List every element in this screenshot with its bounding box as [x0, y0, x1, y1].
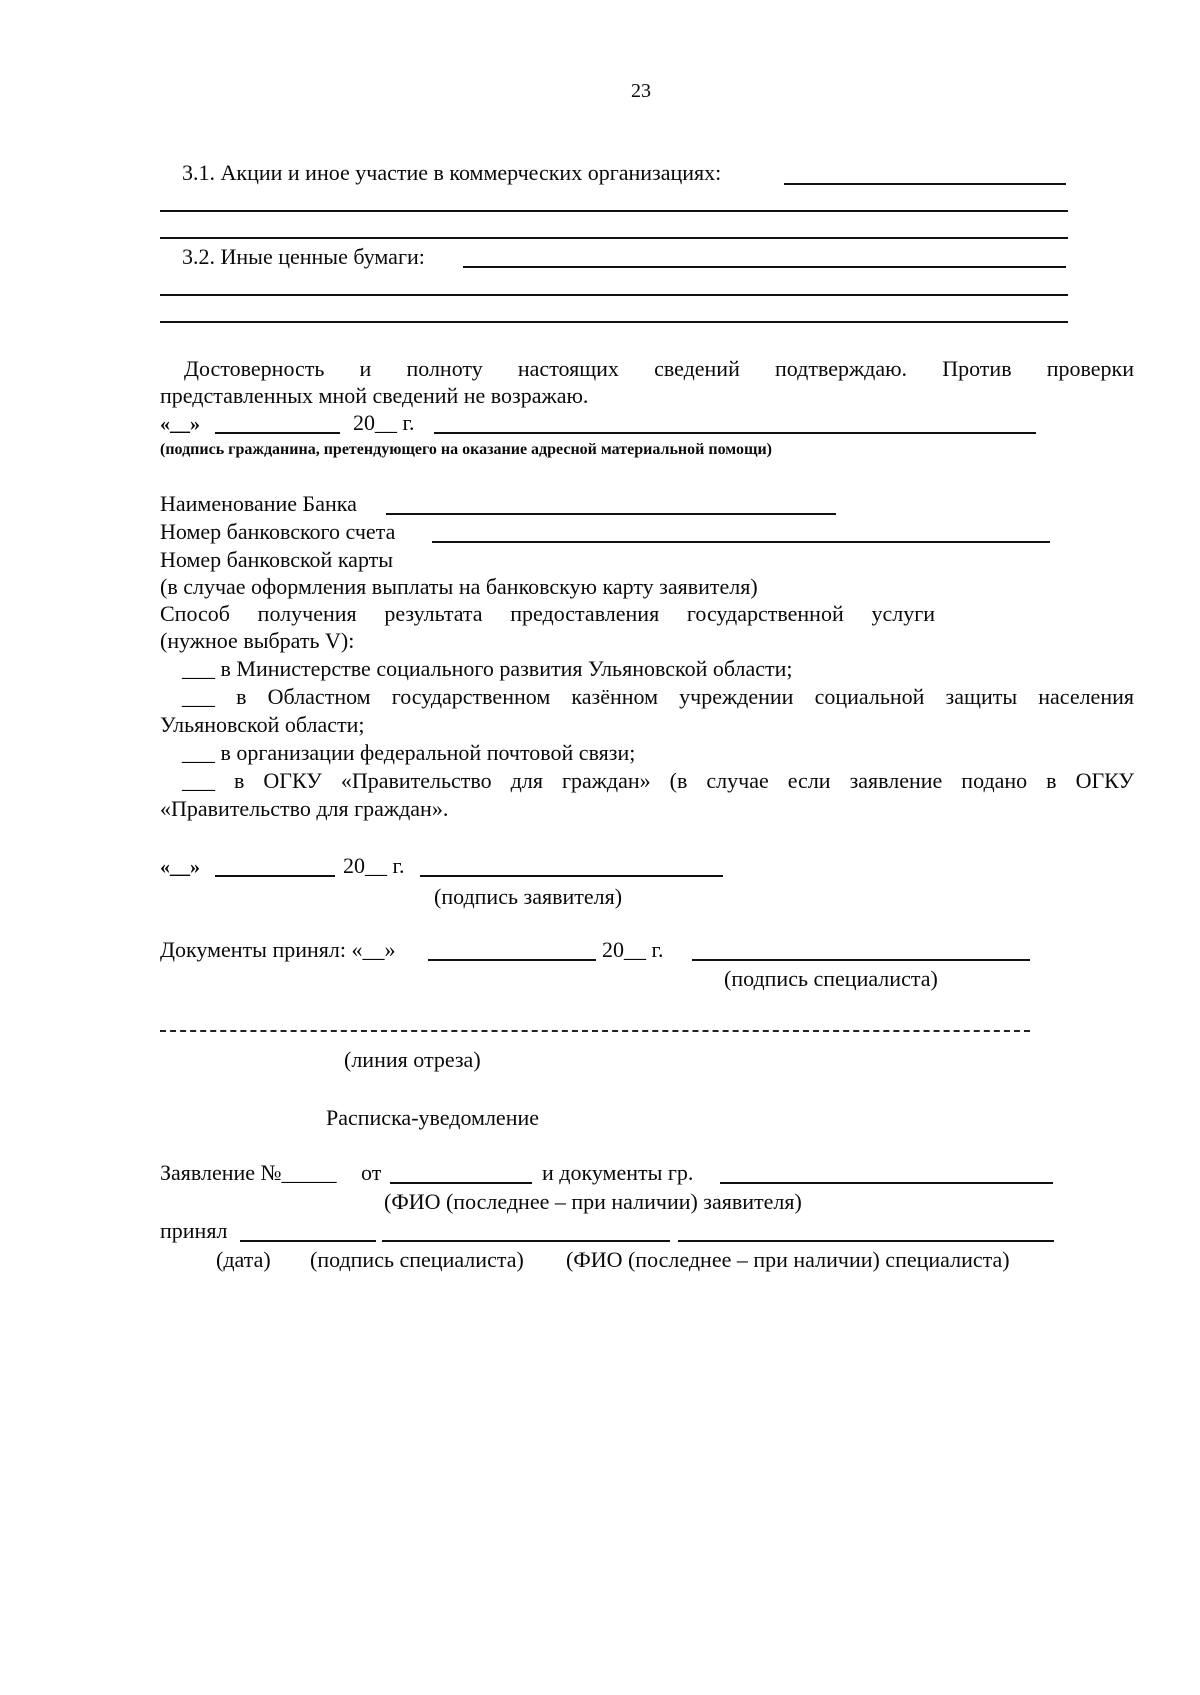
receipt-accepted-date-blank[interactable]: [240, 1240, 376, 1242]
cut-line: [160, 1030, 1030, 1032]
confirmation-month-blank[interactable]: [215, 432, 340, 434]
section-3-2-blank[interactable]: [463, 266, 1066, 268]
section-3-2-line-3[interactable]: [160, 321, 1068, 323]
section-3-2-line-2[interactable]: [160, 294, 1068, 296]
delivery-option-government[interactable]: ___ в ОГКУ «Правительство для граждан» (в случае если заявление подано в ОГКУ: [182, 768, 1134, 793]
accepted-caption: (подпись специалиста): [724, 966, 938, 991]
receipt-from-label: от: [361, 1160, 382, 1185]
receipt-date-blank[interactable]: [390, 1182, 532, 1184]
confirmation-signature-blank[interactable]: [434, 432, 1036, 434]
bank-account-blank[interactable]: [432, 541, 1050, 543]
accepted-year: 20__ г.: [602, 937, 664, 962]
accepted-label: Документы принял: «__»: [160, 937, 396, 962]
delivery-option-ogku-social-cont: Ульяновской области;: [160, 712, 365, 737]
receipt-docs-label: и документы гр.: [542, 1160, 694, 1185]
receipt-accepted-label: принял: [160, 1218, 228, 1243]
confirmation-line-2: представленных мной сведений не возражаю.: [160, 383, 589, 408]
section-3-1-line-2[interactable]: [160, 210, 1068, 212]
confirmation-date-open: «__»: [160, 413, 200, 435]
receipt-fio-caption: (ФИО (последнее – при наличии) заявителя): [384, 1189, 802, 1214]
page-number: 23: [631, 80, 651, 102]
applicant-date-open: «__»: [160, 856, 200, 878]
receipt-sign-caption: (подпись специалиста): [310, 1247, 524, 1272]
receipt-date-caption: (дата): [216, 1247, 271, 1272]
delivery-option-government-cont: «Правительство для граждан».: [160, 796, 449, 821]
receipt-spec-caption: (ФИО (последнее – при наличии) специалиста): [566, 1247, 1010, 1272]
receipt-title: Расписка-уведомление: [326, 1105, 540, 1130]
accepted-month-blank[interactable]: [428, 959, 596, 961]
bank-name-label: Наименование Банка: [160, 491, 357, 516]
receipt-app-label: Заявление №_____: [160, 1160, 337, 1185]
receipt-fio-blank[interactable]: [720, 1182, 1053, 1184]
applicant-year: 20__ г.: [343, 853, 405, 878]
receipt-accepted-fio-blank[interactable]: [678, 1240, 1054, 1242]
confirmation-line-1: Достоверность и полноту настоящих сведений подтверждаю. Против проверки: [184, 356, 1134, 381]
delivery-option-post[interactable]: ___ в организации федеральной почтовой связи;: [182, 740, 636, 765]
section-3-1-line-3[interactable]: [160, 237, 1068, 239]
confirmation-caption: (подпись гражданина, претендующего на оказание адресной материальной помощи): [160, 441, 773, 458]
cut-line-caption: (линия отреза): [344, 1047, 481, 1072]
section-3-1-label: 3.1. Акции и иное участие в коммерческих организациях:: [182, 160, 722, 185]
bank-card-label: Номер банковской карты: [160, 547, 394, 572]
delivery-option-ogku-social[interactable]: ___ в Областном государственном казённом учреждении социальной защиты населения: [182, 684, 1134, 709]
bank-account-label: Номер банковского счета: [160, 519, 396, 544]
delivery-hint: (нужное выбрать V):: [160, 628, 355, 653]
receipt-accepted-sign-blank[interactable]: [382, 1240, 670, 1242]
delivery-option-ministry[interactable]: ___ в Министерстве социального развития Ульяновской области;: [182, 656, 793, 681]
applicant-month-blank[interactable]: [215, 875, 335, 877]
bank-card-note: (в случае оформления выплаты на банковскую карту заявителя): [160, 574, 758, 599]
section-3-1-blank[interactable]: [784, 183, 1066, 185]
confirmation-year: 20__ г.: [353, 410, 415, 435]
delivery-heading: Способ получения результата предоставления государственной услуги: [160, 601, 935, 626]
accepted-signature-blank[interactable]: [692, 959, 1030, 961]
bank-name-blank[interactable]: [386, 513, 836, 515]
applicant-signature-blank[interactable]: [420, 875, 723, 877]
section-3-2-label: 3.2. Иные ценные бумаги:: [182, 244, 425, 269]
applicant-caption: (подпись заявителя): [434, 884, 623, 909]
